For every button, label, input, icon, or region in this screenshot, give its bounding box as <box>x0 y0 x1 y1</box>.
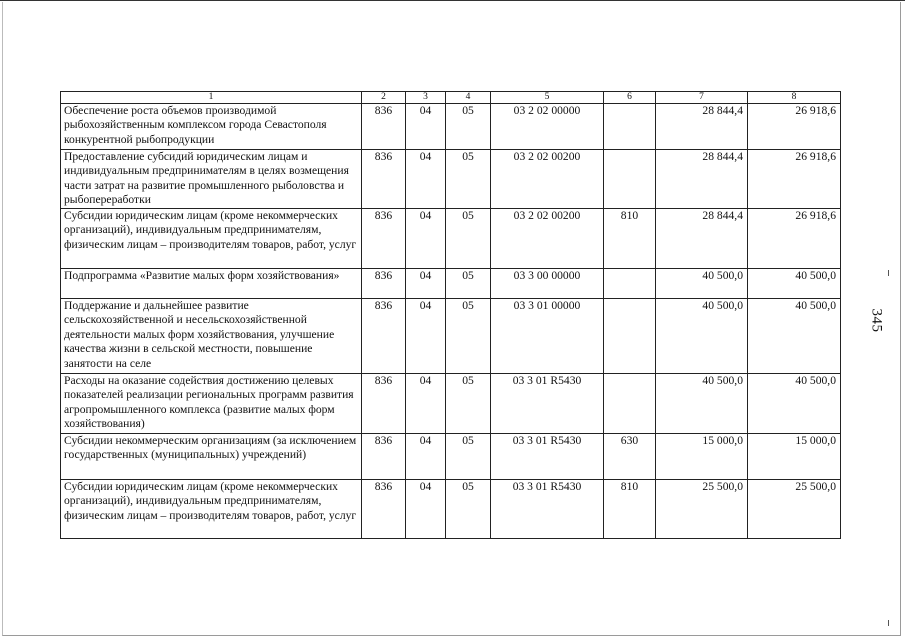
row-amount-2: 40 500,0 <box>748 269 841 299</box>
row-name: Предоставление субсидий юридическим лицам и индивидуальным предпринимателям в целях возмещения части затрат на развитие промышленного рыболовства и рыбопереработки <box>61 150 362 209</box>
row-expense-type <box>604 374 656 434</box>
scan-mark <box>888 270 889 276</box>
row-amount-2: 26 918,6 <box>748 209 841 269</box>
row-target-article: 03 3 01 R5430 <box>491 374 604 434</box>
row-amount-2: 40 500,0 <box>748 374 841 434</box>
row-expense-type <box>604 269 656 299</box>
scan-mark <box>888 620 889 626</box>
row-section: 04 <box>406 434 446 480</box>
row-amount-1: 28 844,4 <box>656 209 748 269</box>
budget-table <box>60 91 841 539</box>
table-row <box>61 434 841 480</box>
row-target-article: 03 2 02 00000 <box>491 104 604 150</box>
row-expense-type <box>604 299 656 374</box>
row-amount-1: 40 500,0 <box>656 374 748 434</box>
row-target-article: 03 3 01 R5430 <box>491 434 604 480</box>
row-subsection: 05 <box>446 434 491 480</box>
row-ministry-code: 836 <box>362 104 406 150</box>
row-amount-1: 40 500,0 <box>656 299 748 374</box>
row-expense-type: 810 <box>604 480 656 539</box>
row-name: Субсидии юридическим лицам (кроме некоммерческих организаций), индивидуальным предпринимателям, физическим лицам – производителям товаров, работ, услуг <box>61 480 362 539</box>
row-subsection: 05 <box>446 209 491 269</box>
row-subsection: 05 <box>446 104 491 150</box>
row-ministry-code: 836 <box>362 480 406 539</box>
table-row <box>61 209 841 269</box>
row-name: Подпрограмма «Развитие малых форм хозяйствования» <box>61 269 362 299</box>
row-amount-1: 28 844,4 <box>656 104 748 150</box>
row-section: 04 <box>406 374 446 434</box>
row-subsection: 05 <box>446 150 491 209</box>
table-header-row <box>61 92 841 104</box>
row-expense-type <box>604 104 656 150</box>
table-row <box>61 104 841 150</box>
row-section: 04 <box>406 104 446 150</box>
row-amount-1: 25 500,0 <box>656 480 748 539</box>
row-target-article: 03 2 02 00200 <box>491 209 604 269</box>
row-expense-type: 630 <box>604 434 656 480</box>
row-amount-2: 40 500,0 <box>748 299 841 374</box>
row-subsection: 05 <box>446 374 491 434</box>
row-section: 04 <box>406 150 446 209</box>
row-section: 04 <box>406 299 446 374</box>
row-target-article: 03 3 01 00000 <box>491 299 604 374</box>
row-ministry-code: 836 <box>362 209 406 269</box>
header-col-1: 1 <box>61 92 362 104</box>
row-section: 04 <box>406 480 446 539</box>
row-name: Субсидии юридическим лицам (кроме некоммерческих организаций), индивидуальным предпринимателям, физическим лицам – производителям товаров, работ, услуг <box>61 209 362 269</box>
row-ministry-code: 836 <box>362 374 406 434</box>
row-subsection: 05 <box>446 299 491 374</box>
header-col-6: 6 <box>604 92 656 104</box>
header-col-3: 3 <box>406 92 446 104</box>
row-name: Поддержание и дальнейшее развитие сельскохозяйственной и несельскохозяйственной деятельности малых форм хозяйствования, улучшение качества жизни в сельской местности, повышение занятости на селе <box>61 299 362 374</box>
row-section: 04 <box>406 269 446 299</box>
row-amount-2: 25 500,0 <box>748 480 841 539</box>
row-amount-1: 28 844,4 <box>656 150 748 209</box>
row-section: 04 <box>406 209 446 269</box>
header-col-4: 4 <box>446 92 491 104</box>
row-amount-1: 40 500,0 <box>656 269 748 299</box>
page-number: 345 <box>868 308 885 333</box>
header-col-8: 8 <box>748 92 841 104</box>
row-target-article: 03 3 01 R5430 <box>491 480 604 539</box>
row-name: Расходы на оказание содействия достижению целевых показателей реализации региональных программ развития агропромышленного комплекса (развитие малых форм хозяйствования) <box>61 374 362 434</box>
row-ministry-code: 836 <box>362 150 406 209</box>
row-ministry-code: 836 <box>362 269 406 299</box>
row-subsection: 05 <box>446 269 491 299</box>
table-row <box>61 299 841 374</box>
row-name: Обеспечение роста объемов производимой рыбохозяйственным комплексом города Севастополя конкурентной рыбопродукции <box>61 104 362 150</box>
row-name: Субсидии некоммерческим организациям (за исключением государственных (муниципальных) учреждений) <box>61 434 362 480</box>
row-amount-2: 15 000,0 <box>748 434 841 480</box>
row-amount-2: 26 918,6 <box>748 104 841 150</box>
header-col-7: 7 <box>656 92 748 104</box>
table-row <box>61 480 841 539</box>
row-expense-type: 810 <box>604 209 656 269</box>
row-target-article: 03 3 00 00000 <box>491 269 604 299</box>
scan-top-edge <box>0 0 905 1</box>
row-ministry-code: 836 <box>362 299 406 374</box>
table-row <box>61 269 841 299</box>
table-row <box>61 150 841 209</box>
table-row <box>61 374 841 434</box>
row-expense-type <box>604 150 656 209</box>
row-amount-1: 15 000,0 <box>656 434 748 480</box>
header-col-2: 2 <box>362 92 406 104</box>
row-subsection: 05 <box>446 480 491 539</box>
row-target-article: 03 2 02 00200 <box>491 150 604 209</box>
row-amount-2: 26 918,6 <box>748 150 841 209</box>
header-col-5: 5 <box>491 92 604 104</box>
row-ministry-code: 836 <box>362 434 406 480</box>
